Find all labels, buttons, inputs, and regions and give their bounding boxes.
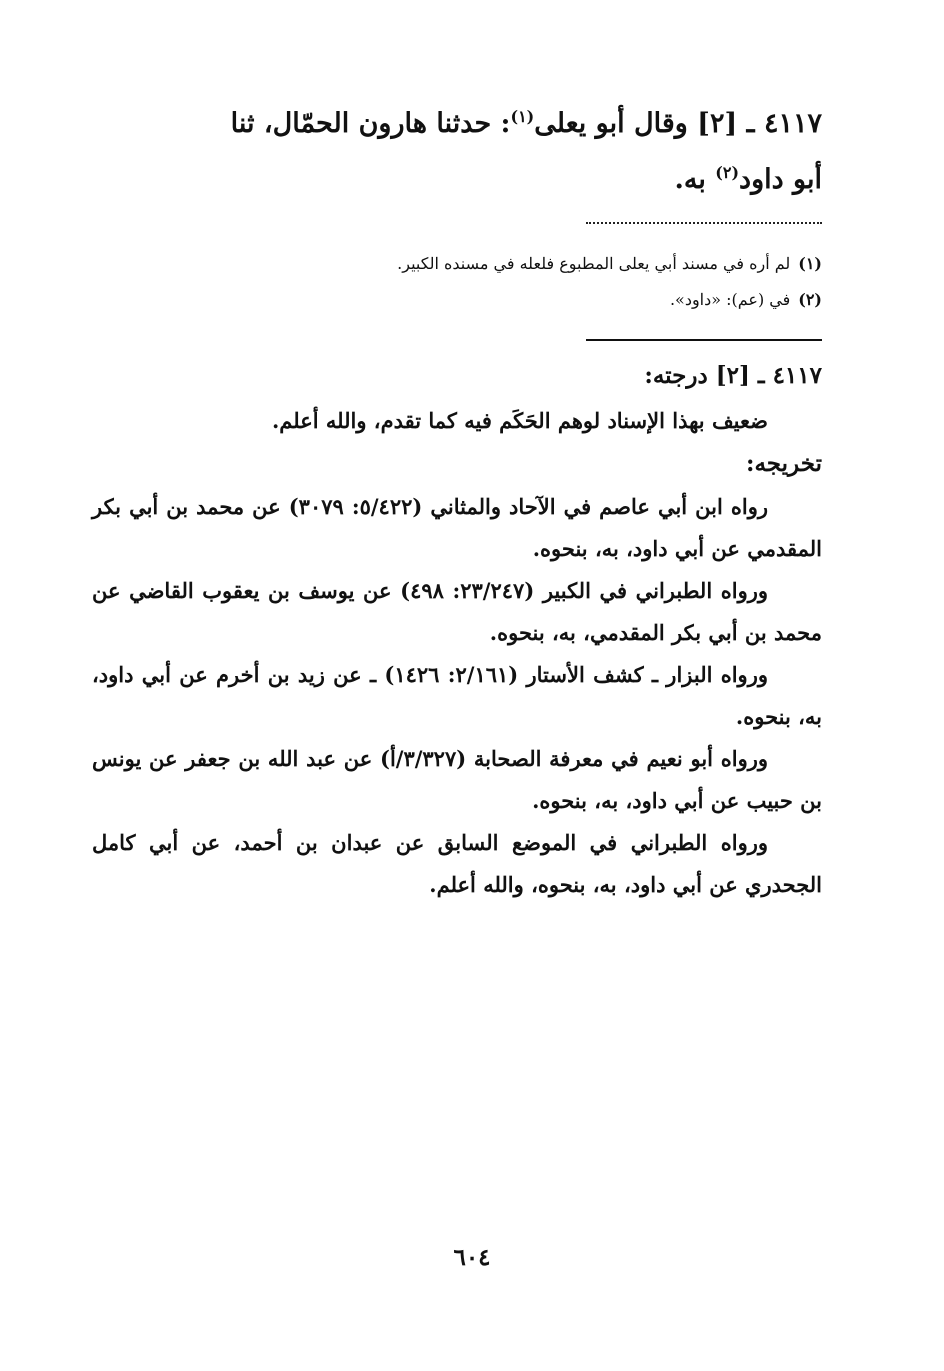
takhrij-paragraph: ورواه البزار ـ كشف الأستار (٢/١٦١: ١٤٢٦) ـ عن زيد بن أخرم عن أبي داود، به، بنحوه.	[92, 662, 822, 729]
grade-heading: ٤١١٧ ـ [٢] درجته:	[644, 362, 822, 389]
takhrij-paragraph: ورواه أبو نعيم في معرفة الصحابة (٣/٣٢٧/أ) عن عبد الله بن جعفر عن يونس بن حبيب عن أبي داود، به، بنحوه.	[92, 746, 822, 813]
takhrij-paragraph: ورواه الطبراني في الكبير (٢٣/٢٤٧: ٤٩٨) عن يوسف بن يعقوب القاضي عن محمد بن أبي بكر المقدمي، به، بنحوه.	[92, 578, 822, 645]
footnote-separator-dots	[586, 222, 822, 226]
footnote-ref-2: (٢)	[715, 163, 740, 182]
hadith-line-2: أبو داود$^{(٢)}$ به.	[674, 163, 822, 195]
takhrij-heading: تخريجه:	[745, 450, 822, 477]
hadith-text	[92, 96, 822, 208]
footnote-1: (١)لم أره في مسند أبي يعلى المطبوع فلعله في مسنده الكبير.	[397, 254, 822, 273]
takhrij-paragraph: رواه ابن أبي عاصم في الآحاد والمثاني (٥/٤٢٢: ٣٠٧٩) عن محمد بن أبي بكر المقدمي عن أبي داود، به، بنحوه.	[92, 494, 822, 561]
footnotes	[92, 246, 822, 318]
footnote-ref-1: (١)	[510, 107, 535, 126]
section-divider	[586, 339, 822, 341]
takhrij-body	[92, 486, 822, 906]
hadith-line-1: ٤١١٧ ـ [٢] وقال أبو يعلى$^{(١)}$: حدثنا هارون الحمّال، ثنا	[230, 107, 822, 139]
grade-text: ضعيف بهذا الإسناد لوهم الحَكَم فيه كما تقدم، والله أعلم.	[271, 408, 768, 433]
page-number: ٦٠٤	[453, 1244, 491, 1271]
footnote-2: (٢)في (عم): «داود».	[669, 290, 822, 309]
takhrij-paragraph: ورواه الطبراني في الموضع السابق عن عبدان بن أحمد، عن أبي كامل الجحدري عن أبي داود، به، بنحوه، والله أعلم.	[92, 830, 822, 897]
